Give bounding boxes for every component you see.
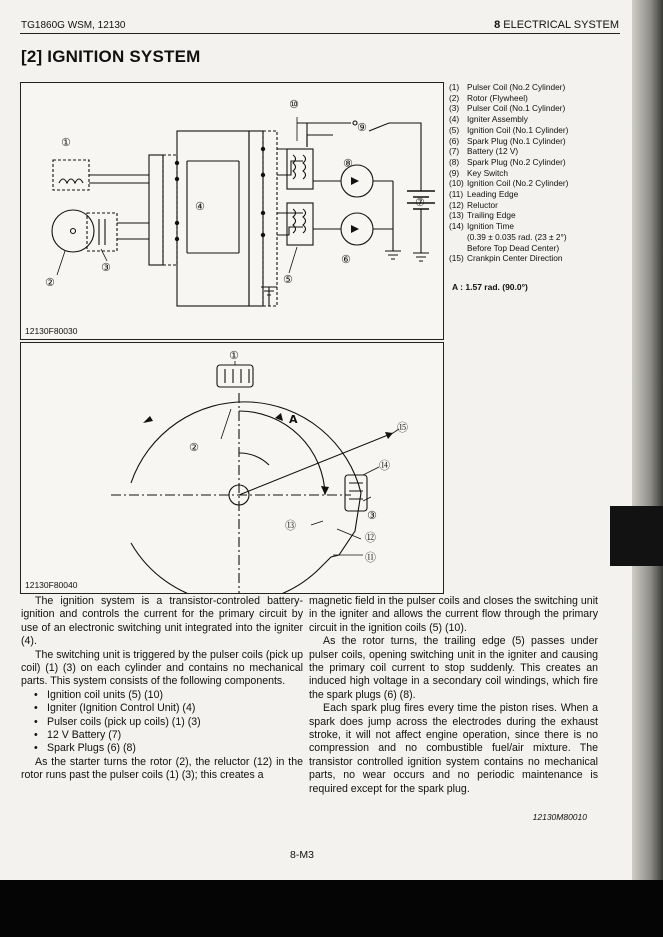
wiring-diagram	[21, 83, 443, 339]
list-item: • Spark Plugs (6) (8)	[47, 742, 303, 755]
legend-detail: (0.39 ± 0.035 rad. (23 ± 2°)	[467, 231, 567, 242]
page-number: 8-M3	[290, 849, 314, 861]
wiring-diagram-figure	[20, 82, 444, 340]
callout-2: ②	[45, 276, 55, 289]
right-pulser-coil	[345, 475, 367, 511]
callout-2: ②	[189, 441, 199, 454]
paragraph: As the starter turns the rotor (2), the reluctor (12) in the rotor runs past the pulser coils (1) (3); this creates a	[21, 755, 303, 782]
pulser-coil-2-winding	[59, 179, 83, 183]
section-tab-marker	[610, 506, 663, 566]
top-pulser-coil	[217, 365, 253, 387]
callout-12: ⑫	[365, 531, 376, 544]
paragraph: magnetic field in the pulser coils and closes the switching unit in the igniter and allows the current flow through the primary circuit in the ignition coils (5) (10).	[309, 595, 598, 634]
chapter-header	[494, 19, 619, 31]
scan-bottom-band	[0, 880, 663, 937]
paragraph: Each spark plug fires every time the piston rises. When a spark does jump across the electrodes during the exhaust stroke, it will not affect engine operation, since there is no compression and no combustible fuel/air mixture. The transistor controlled ignition system contains no mechanical parts, no wear occurs and no periodic maintenance is required except for the spark plug.	[309, 702, 598, 795]
legend-item: (5) Ignition Coil (No.1 Cylinder)	[449, 124, 569, 135]
callout-10: ⑩	[289, 98, 299, 111]
callout-13: ⑬	[285, 519, 296, 532]
callout-15: ⑮	[397, 421, 408, 434]
parts-legend	[449, 82, 629, 264]
callout-11: ⑪	[365, 551, 376, 564]
list-item: • 12 V Battery (7)	[47, 729, 303, 742]
header-rule	[20, 33, 620, 34]
callout-8: ⑧	[343, 157, 353, 170]
legend-item: (1) Pulser Coil (No.2 Cylinder)	[449, 82, 566, 92]
paragraph: The ignition system is a transistor-controled battery-ignition and controls the current for the primary circuit by use of an electronic switching unit integrated into the igniter (4).	[21, 595, 303, 648]
callout-3: ③	[367, 509, 377, 522]
callout-9: ⑨	[357, 121, 367, 134]
list-item: • Igniter (Ignition Control Unit) (4)	[47, 702, 303, 715]
callout-5: ⑤	[283, 273, 293, 286]
callout-7: ⑦	[415, 196, 425, 209]
legend-item: (6) Spark Plug (No.1 Cylinder)	[449, 135, 566, 146]
body-column-right	[309, 595, 598, 796]
legend-item: (2) Rotor (Flywheel)	[449, 92, 528, 103]
chapter-number: 8	[494, 19, 501, 31]
legend-item: (10) Ignition Coil (No.2 Cylinder)	[449, 178, 569, 189]
components-list	[21, 689, 303, 756]
page-edge-shadow	[632, 0, 663, 890]
rotor-circle	[52, 210, 94, 252]
figure-bottom-code: 12130F80040	[25, 580, 78, 590]
angle-note: A : 1.57 rad. (90.0°)	[452, 282, 528, 292]
callout-1: ①	[61, 136, 71, 149]
manual-id: TG1860G WSM, 12130	[21, 20, 126, 31]
legend-detail: Before Top Dead Center)	[467, 242, 560, 253]
legend-item: (3) Pulser Coil (No.1 Cylinder)	[449, 103, 566, 114]
rotor-timing-diagram	[21, 343, 443, 593]
figure-top-code: 12130F80030	[25, 326, 78, 336]
legend-item: (11) Leading Edge	[449, 189, 519, 200]
body-column-left	[21, 595, 303, 783]
legend-item: (12) Reluctor	[449, 199, 498, 210]
legend-item: (13) Trailing Edge	[449, 210, 516, 221]
callout-3: ③	[101, 261, 111, 274]
chapter-title: ELECTRICAL SYSTEM	[503, 19, 619, 31]
paragraph: The switching unit is triggered by the pulser coils (pick up coil) (1) (3) on each cylinder and contains no mechanical parts. This system consists of the following components.	[21, 648, 303, 688]
legend-item: (8) Spark Plug (No.2 Cylinder)	[449, 156, 566, 167]
callout-1: ①	[229, 349, 239, 362]
legend-item: (14) Ignition Time	[449, 221, 515, 232]
list-item: • Ignition coil units (5) (10)	[47, 689, 303, 702]
pulser-coil-1-housing	[87, 213, 117, 251]
legend-item: (7) Battery (12 V)	[449, 146, 519, 157]
pulser-coil-2-housing	[53, 160, 89, 190]
angle-label: A	[289, 413, 298, 426]
section-title: [2] IGNITION SYSTEM	[21, 47, 201, 66]
rotor-outline	[131, 402, 361, 593]
document-code: 12130M80010	[532, 812, 587, 822]
legend-item: (4) Igniter Assembly	[449, 114, 528, 125]
callout-6: ⑥	[341, 253, 351, 266]
paragraph: As the rotor turns, the trailing edge (5) passes under pulser coils, opening switching unit in the igniter and causing the primary coil current to stop suddenly. This creates an induced high voltage in a secondary coil windings, which fire the spark plugs (6) (8).	[309, 635, 598, 701]
legend-item: (15) Crankpin Center Direction	[449, 253, 563, 264]
legend-item: (9) Key Switch	[449, 167, 509, 178]
callout-4: ④	[195, 200, 205, 213]
list-item: • Pulser coils (pick up coils) (1) (3)	[47, 716, 303, 729]
rotor-timing-figure	[20, 342, 444, 594]
callout-14: ⑭	[379, 459, 390, 472]
